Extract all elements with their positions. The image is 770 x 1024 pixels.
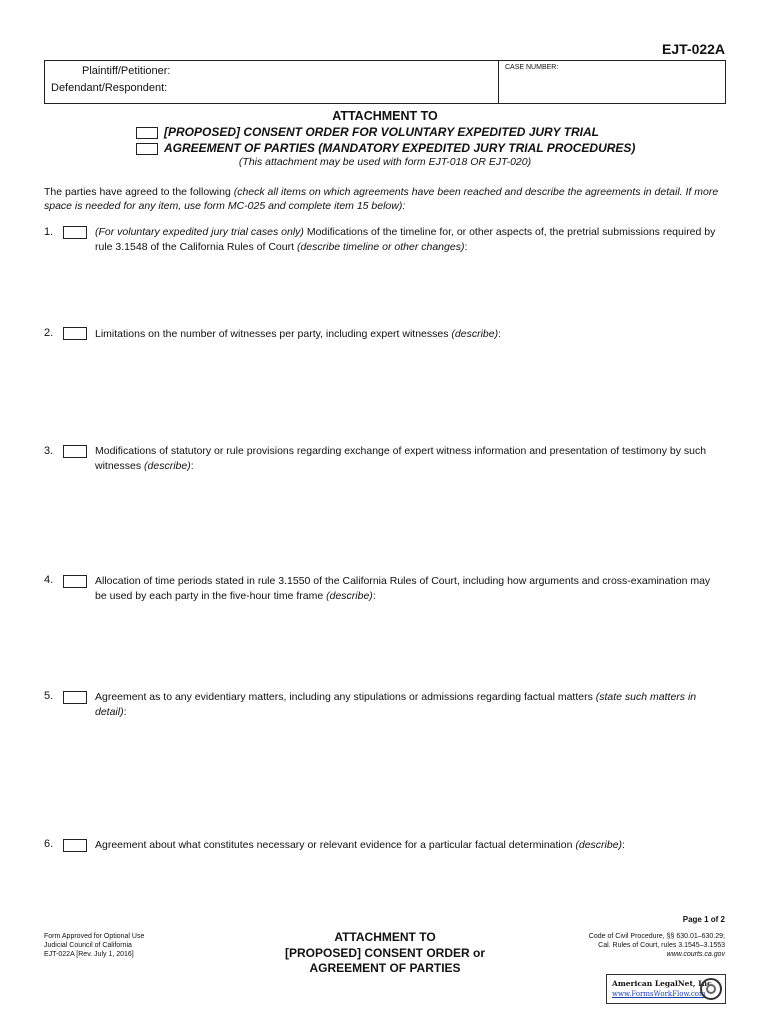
item-4-body: Allocation of time periods stated in rule 3.1550 of the California Rules of Court, including how arguments and cross-examination may be used by each party in the five-hour time frame: [95, 575, 711, 602]
footer-council: Judicial Council of California: [44, 942, 132, 949]
attachment-note: (This attachment may be used with form EJT-018 OR EJT-020): [238, 156, 532, 168]
item-2-describe: (describe): [451, 328, 499, 340]
item-3-describe: (describe): [144, 459, 191, 472]
item-number: 4.: [44, 574, 54, 586]
item-1-qualifier: (For voluntary expedited jury trial cases only): [95, 226, 304, 238]
footer-revision: EJT-022A [Rev. July 1, 2016]: [44, 951, 134, 958]
item-number: 2.: [44, 327, 54, 339]
item-1-checkbox[interactable]: [63, 226, 87, 239]
case-caption-box: [44, 60, 726, 104]
item-6-describe: (describe): [575, 839, 623, 851]
consent-order-checkbox[interactable]: [136, 127, 158, 139]
seal-icon: [700, 978, 722, 1000]
case-number-label: CASE NUMBER:: [505, 64, 559, 71]
publisher-stamp: [606, 974, 726, 1004]
defendant-label: Defendant/Respondent:: [51, 82, 168, 94]
option-agreement-of-parties: [136, 141, 635, 155]
item-2-checkbox[interactable]: [63, 327, 87, 340]
footer-form-info: [44, 932, 144, 959]
item-4-checkbox[interactable]: [63, 575, 87, 588]
item-number: 6.: [44, 838, 54, 850]
item-1-colon: :: [464, 240, 468, 253]
item-number: 1.: [44, 226, 54, 238]
agreement-label: AGREEMENT OF PARTIES (MANDATORY EXPEDITED JURY TRIAL PROCEDURES): [164, 141, 636, 155]
page-number: Page 1 of 2: [682, 915, 725, 924]
caption-divider: [498, 61, 499, 103]
item-6-text: [95, 838, 720, 853]
item-4-describe: (describe): [326, 589, 373, 602]
plaintiff-label: Plaintiff/Petitioner:: [82, 65, 171, 77]
item-1-describe: (describe timeline or other changes): [296, 240, 465, 253]
option-consent-order: [136, 125, 599, 139]
item-5-checkbox[interactable]: [63, 691, 87, 704]
item-5-text: [95, 690, 720, 719]
attachment-heading: ATTACHMENT TO: [332, 109, 438, 123]
item-number: 5.: [44, 690, 54, 702]
item-5-describe: (state such matters in detail): [95, 691, 697, 718]
item-1-body: Modifications of the timeline for, or other aspects of, the pretrial submissions required by rule 3.1548 of the California Rules of Court: [95, 226, 716, 253]
item-2-body: Limitations on the number of witnesses per party, including expert witnesses: [95, 328, 452, 340]
item-3-text: [95, 444, 720, 473]
agreement-checkbox[interactable]: [136, 143, 158, 155]
item-number: 3.: [44, 445, 54, 457]
publisher-name: American LegalNet, Inc.: [612, 979, 715, 988]
footer-rules-citation: Cal. Rules of Court, rules 3.1545–3.1553: [598, 942, 725, 949]
form-id: EJT-022A: [662, 41, 726, 57]
item-6-body: Agreement about what constitutes necessary or relevant evidence for a particular factual determination: [95, 839, 576, 851]
item-6-colon: :: [622, 839, 625, 851]
footer-title-line3: AGREEMENT OF PARTIES: [309, 961, 461, 975]
item-2-text: [95, 327, 720, 342]
consent-order-label: [PROPOSED] CONSENT ORDER FOR VOLUNTARY EXPEDITED JURY TRIAL: [164, 125, 599, 139]
footer-approval: Form Approved for Optional Use: [44, 933, 145, 940]
intro-lead: The parties have agreed to the following: [44, 186, 231, 198]
item-3-body: Modifications of statutory or rule provisions regarding exchange of expert witness information and presentation of testimony by such witnesses: [95, 445, 707, 472]
item-3-checkbox[interactable]: [63, 445, 87, 458]
item-1-text: [95, 225, 720, 254]
item-5-colon: :: [123, 705, 127, 718]
intro-instruction: (check all items on which agreements have been reached and describe the agreements in detail. If more space is needed for any item, use form MC-025 and complete item 15 below):: [44, 186, 719, 212]
intro-paragraph: [44, 185, 724, 213]
footer-ccp-citation: Code of Civil Procedure, §§ 630.01–630.29;: [588, 933, 725, 940]
footer-title-line1: ATTACHMENT TO: [334, 930, 436, 944]
item-5-body: Agreement as to any evidentiary matters, including any stipulations or admissions regarding factual matters: [95, 691, 596, 703]
item-3-colon: :: [190, 459, 194, 472]
footer-courts-url[interactable]: www.courts.ca.gov: [666, 951, 725, 958]
item-6-checkbox[interactable]: [63, 839, 87, 852]
publisher-link[interactable]: www.FormsWorkFlow.com: [612, 990, 706, 998]
footer-title-line2: [PROPOSED] CONSENT ORDER or: [284, 945, 485, 960]
item-2-colon: :: [498, 328, 502, 340]
footer-citations: [520, 932, 725, 959]
footer-title: [270, 930, 500, 977]
item-4-text: [95, 574, 720, 603]
item-4-colon: :: [372, 589, 376, 602]
